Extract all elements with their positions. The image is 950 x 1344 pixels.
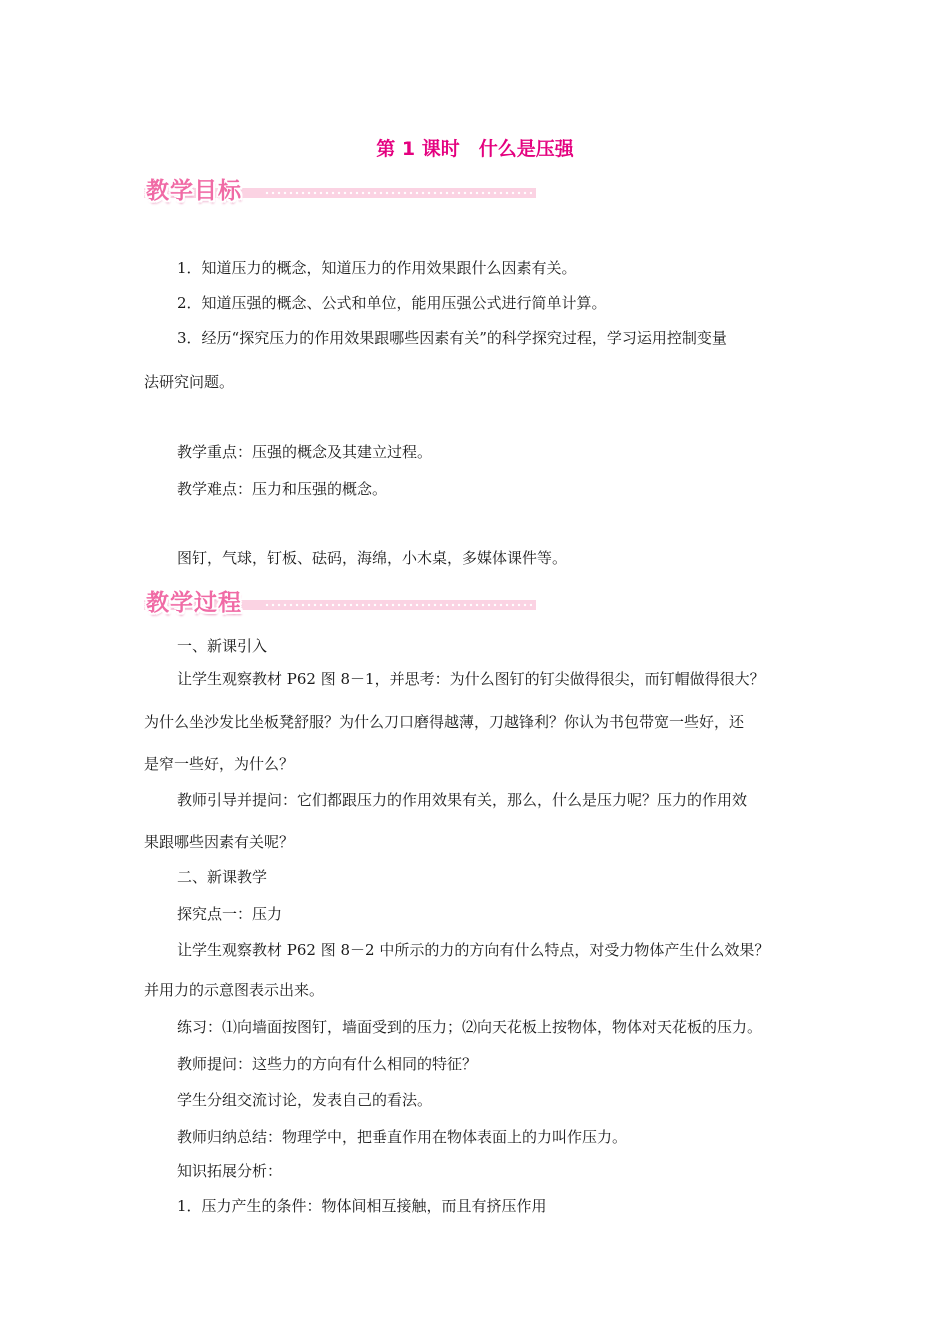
process-line: 是窄一些好，为什么？: [144, 755, 295, 773]
banner-dots: [264, 191, 532, 195]
banner-objectives: [144, 170, 536, 202]
process-line: 探究点一：压力: [177, 905, 283, 923]
process-line: 并用力的示意图表示出来。: [144, 981, 325, 999]
materials-text: 图钉，气球，钉板、砝码，海绵，小木桌，多媒体课件等。: [177, 549, 568, 567]
banner-process: [144, 582, 536, 614]
process-line: 果跟哪些因素有关呢？: [144, 833, 295, 851]
banner-dots: [264, 603, 532, 607]
key-point-focus: 教学重点：压强的概念及其建立过程。: [177, 443, 433, 461]
process-line: 学生分组交流讨论，发表自己的看法。: [177, 1091, 433, 1109]
objective-item: 2．知道压强的概念、公式和单位，能用压强公式进行简单计算。: [177, 294, 607, 312]
process-line: 1．压力产生的条件：物体间相互接触，而且有挤压作用: [177, 1197, 547, 1215]
objective-item: 法研究问题。: [144, 373, 235, 391]
key-point-difficulty: 教学难点：压力和压强的概念。: [177, 480, 388, 498]
banner-label: 教学过程: [146, 590, 242, 616]
process-line: 练习：⑴向墙面按图钉，墙面受到的压力；⑵向天花板上按物体，物体对天花板的压力。: [177, 1018, 763, 1036]
process-line: 为什么坐沙发比坐板凳舒服？为什么刀口磨得越薄，刀越锋利？你认为书包带宽一些好，还: [144, 713, 745, 731]
objective-item: 3．经历“探究压力的作用效果跟哪些因素有关”的科学探究过程，学习运用控制变量: [177, 329, 727, 347]
process-line: 教师提问：这些力的方向有什么相同的特征？: [177, 1055, 478, 1073]
process-line: 让学生观察教材 P62 图 8－2 中所示的力的方向有什么特点，对受力物体产生什么效果？: [177, 941, 770, 959]
process-line: 教师引导并提问：它们都跟压力的作用效果有关，那么，什么是压力呢？压力的作用效: [177, 791, 748, 809]
process-line: 教师归纳总结：物理学中，把垂直作用在物体表面上的力叫作压力。: [177, 1128, 628, 1146]
process-line: 二、新课教学: [177, 868, 268, 886]
objective-item: 1．知道压力的概念，知道压力的作用效果跟什么因素有关。: [177, 259, 577, 277]
process-line: 让学生观察教材 P62 图 8－1，并思考：为什么图钉的钉尖做得很尖，而钉帽做得很大？: [177, 670, 765, 688]
process-line: 知识拓展分析：: [177, 1162, 283, 1180]
page-title: 第 1 课时 什么是压强: [376, 138, 574, 160]
banner-label: 教学目标: [146, 178, 242, 204]
process-line: 一、新课引入: [177, 637, 268, 655]
